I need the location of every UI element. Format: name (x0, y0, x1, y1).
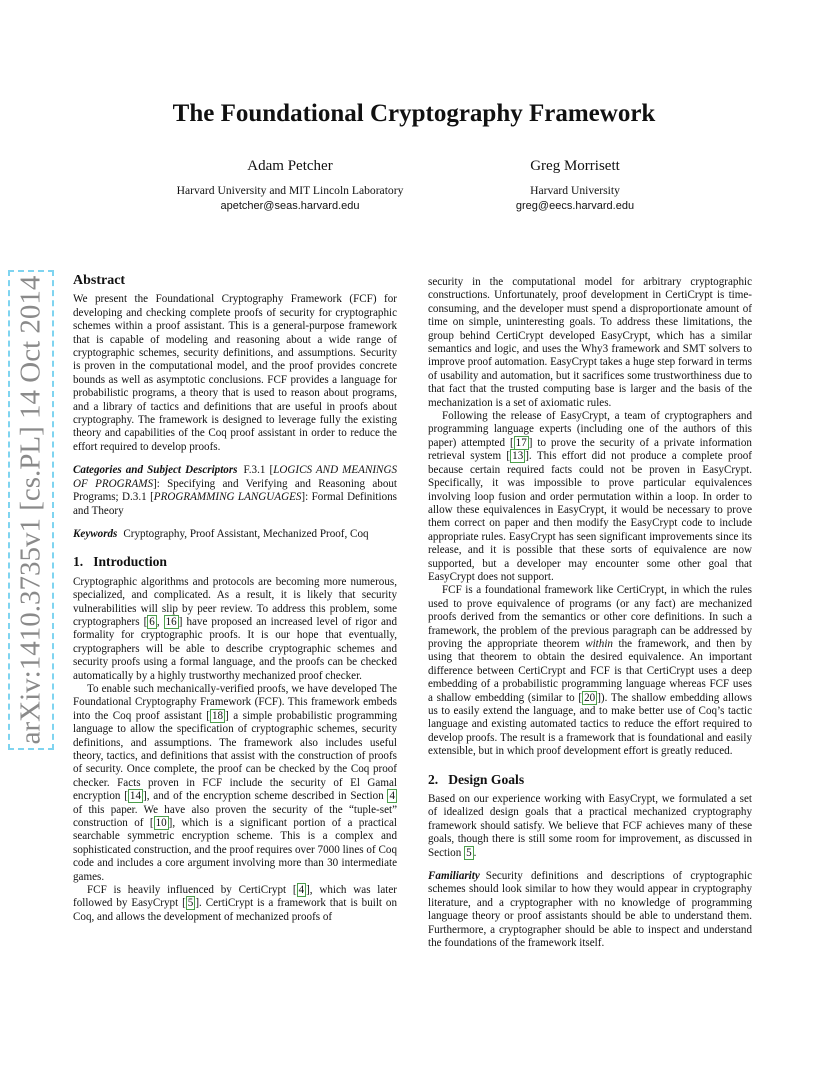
intro-continued-paragraph: security in the computational model for arbitrary cryptographic constructions. Unfortunately, proof development in CertiCrypt is time-consuming, and the developer must spend a disproportionate amount of time on simple, uninteresting goals. To address these limitations, the group behind CertiCrypt developed EasyCrypt, which has a similar semantics and logic, and uses the Why3 framework and SMT solvers to improve proof automation. EasyCrypt takes a huge step forward in terms of usability and automation, but it sacrifices some trustworthiness due to that fact that the trusted computing base is larger and the basis of the mechanization is a set of axiomatic rules. (428, 276, 752, 409)
citation-link[interactable]: 14 (129, 790, 142, 803)
left-column (73, 274, 397, 924)
intro-continued-paragraph: FCF is a foundational framework like CertiCrypt, in which the rules used to prove equivalence of programs (or any fact) are mechanized proofs derived from the semantics or other core definitions. In such a framework, the problem of the previous paragraph can be addressed by proving the appropriate theorem within the framework, and then by using that theorem to obtain the desired equivalence. An important difference between CertiCrypt and FCF is that CertiCrypt uses a deep embedding of a probabilistic programming language whereas FCF uses a shallow embedding (similar to [ 20 ]). The shallow embedding allows us to easily extend the language, and to make better use of Coq’s tactic language and existing automated tactics to reduce the effort required to develop proofs. The result is a framework that is foundational and easily extensible, but in which proof development effort is greatly reduced. (428, 584, 752, 758)
section-heading-design-goals: 2. Design Goals (428, 771, 525, 787)
keywords-paragraph: Keywords Cryptography, Proof Assistant, Mechanized Proof, Coq (73, 527, 369, 540)
citation-link[interactable]: 13 (512, 450, 524, 463)
author-email: greg@eecs.harvard.edu (515, 200, 635, 212)
intro-paragraph: FCF is heavily influenced by CertiCrypt [ 4 ], which was later followed by EasyCrypt [ 5 ]. CertiCrypt is a framework that is built on Coq, and allows the development of mechanized proofs of (73, 884, 397, 923)
citation-link[interactable]: 4 (298, 884, 305, 897)
right-column (428, 276, 752, 951)
citation-link[interactable]: 17 (515, 436, 527, 449)
abstract-heading: Abstract (73, 273, 126, 288)
arxiv-sidebar-link[interactable] (8, 270, 54, 750)
citation-link[interactable]: 18 (211, 709, 224, 722)
keywords-label: Keywords (73, 527, 118, 540)
author-name: Greg Morrisett (530, 158, 620, 174)
citation-link[interactable]: 16 (165, 615, 177, 628)
familiarity-label: Familiarity (428, 870, 480, 883)
author-affiliation: Harvard University and MIT Lincoln Laboratory (176, 184, 404, 197)
author-block (395, 158, 755, 212)
citation-link[interactable]: 5 (187, 897, 194, 910)
intro-paragraph: To enable such mechanically-verified proofs, we have developed The Foundational Cryptography Framework (FCF). This framework embeds into the Coq proof assistant [ 18 ] a simple probabilistic programming language to allow the specification of cryptographic schemes, security definitions, and assumptions. The framework also includes useful theory, tactics, and definitions that assist with the construction of proofs of security. Once complete, the proof can be checked by the Coq proof checker. Facts proven in FCF include the security of El Gamal encryption [ 14 ], and of the encryption scheme described in Section 4 of this paper. We have also proven the security of the “tuple-set” construction of [ 10 ], which is a significant portion of a practical searchable symmetric encryption scheme. This is a complex and sophisticated construction, and the proof requires over 7000 lines of Coq code and includes a core argument involving more than 30 intermediate games. (73, 682, 398, 883)
section-link[interactable]: 5 (466, 846, 472, 859)
paper-title: The Foundational Cryptography Framework (172, 100, 656, 127)
categories-label: Categories and Subject Descriptors (73, 464, 238, 477)
citation-link[interactable]: 20 (584, 691, 596, 704)
design-paragraph: Based on our experience working with EasyCrypt, we formulated a set of idealized design goals that a practical mechanized cryptography framework should satisfy. We believe that FCF achieves many of these goals, though there is still some room for improvement, as discussed in Section 5 . (428, 793, 752, 859)
arxiv-identifier: arXiv:1410.3735v1 [cs.PL] 14 Oct 2014 (14, 275, 47, 745)
intro-paragraph: Cryptographic algorithms and protocols are becoming more numerous, specialized, and complicated. As a result, it is likely that security vulnerabilities will slip by peer review. To address this problem, some cryptographers [ 6 , 16 ] have proposed an increased level of rigor and formality for cryptographic proofs. It is our hope that eventually, cryptographers will be able to describe cryptographic schemes and security proofs using a formal language, and the proofs can be checked automatically by a highly trustworthy mechanized proof checker. (73, 575, 397, 682)
abstract-text: We present the Foundational Cryptography Framework (FCF) for developing and checking complete proofs of security for cryptographic schemes within a proof assistant. This is a general-purpose framework that is capable of modeling and reasoning about a wide range of cryptographic schemes, security definitions, and assumptions. Security is proven in the computational model, and the proof provides concrete bounds as well as asymptotic conclusions. FCF provides a language for probabilistic programs, a theory that is used to reason about programs, and a library of tactics and definitions that are useful in proofs about cryptography. The framework is designed to leverage fully the existing theory and capabilities of the Coq proof assistant in order to reduce the effort required to develop proofs. (73, 293, 397, 453)
citation-link[interactable]: 6 (149, 615, 155, 628)
familiarity-paragraph: Familiarity Security definitions and descriptions of cryptographic schemes should look similar to how they would appear in cryptography literature, and a cryptographer with no knowledge of programming language theory or proof assistants should be able to understand them. Furthermore, a cryptographer should be able to inspect and understand the foundations of the framework itself. (428, 870, 752, 950)
citation-link[interactable]: 10 (155, 817, 167, 830)
author-name: Adam Petcher (247, 158, 333, 174)
categories-paragraph: Categories and Subject Descriptors F.3.1 [LOGICS AND MEANINGS OF PROGRAMS]: Specifying and Verifying and Reasoning about Programs; D.3.1 [PROGRAMMING LANGUAGES]: Formal Definitions and Theory (73, 464, 398, 517)
author-email: apetcher@seas.harvard.edu (220, 200, 360, 212)
section-heading-introduction: 1. Introduction (73, 554, 167, 570)
intro-continued-paragraph: Following the release of EasyCrypt, a team of cryptographers and programming language experts (including one of the authors of this paper) attempted [ 17 ] to prove the security of a private information retrieval system [ 13 ]. This effort did not produce a complete proof because certain required facts could not be proven in EasyCrypt. Specifically, it was impossible to prove particular equivalences involving loop fusion and order permutation within a loop. In order to allow these equivalences in EasyCrypt, it would be necessary to prove them correct on paper and then modify the EasyCrypt code to include appropriate rules. EasyCrypt has seen significant improvements since its release, and it is possible that these sorts of equivalence are now supported, but a developer may encounter some other goal that EasyCrypt does not support. (428, 410, 753, 583)
author-affiliation: Harvard University (530, 184, 620, 197)
section-link[interactable]: 4 (389, 790, 395, 803)
